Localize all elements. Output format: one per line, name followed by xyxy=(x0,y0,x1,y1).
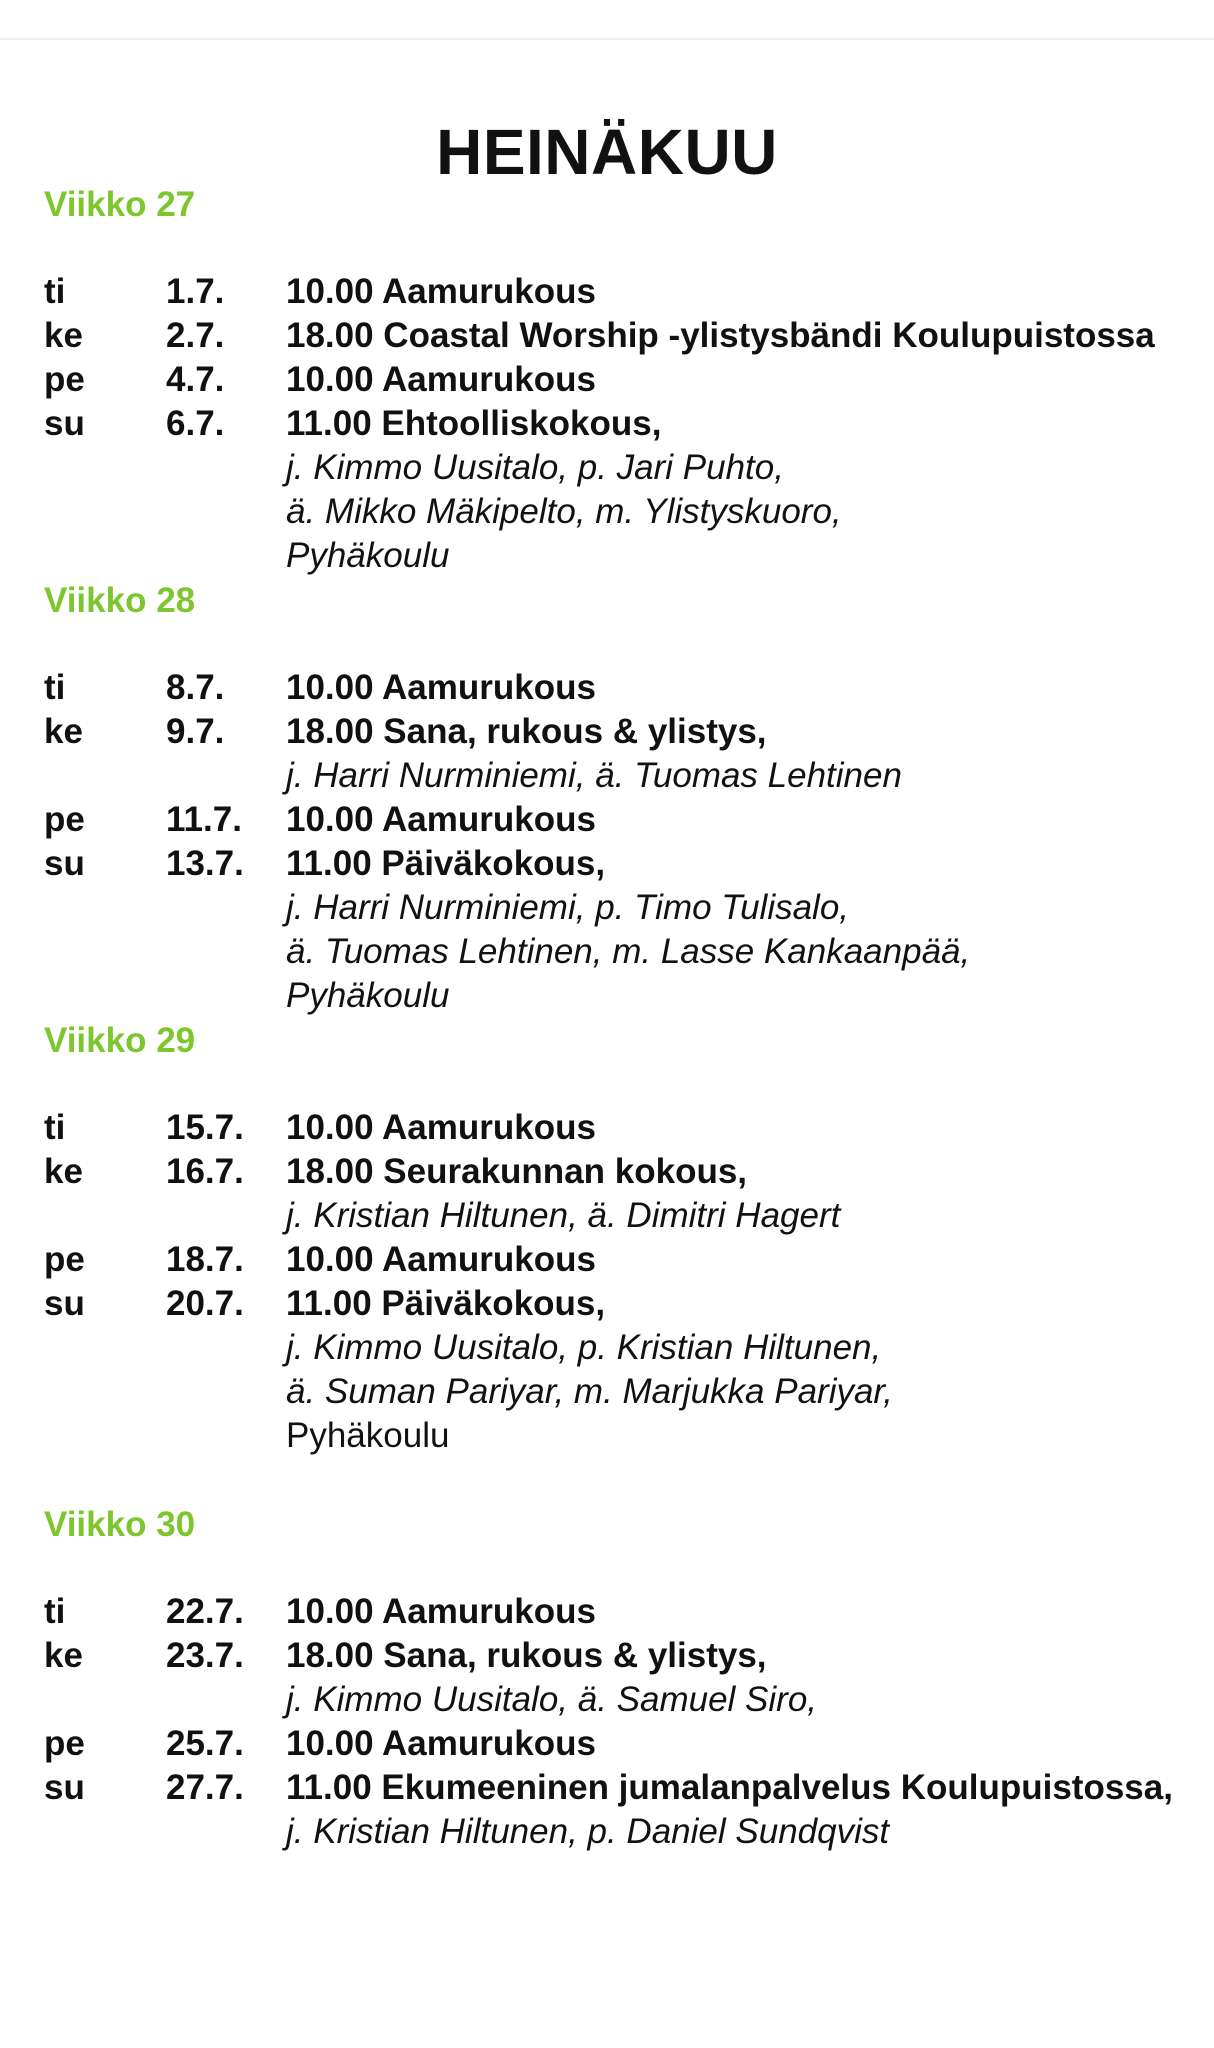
top-divider xyxy=(0,38,1214,40)
page-title: HEINÄKUU xyxy=(436,116,778,188)
day-label: su xyxy=(44,1284,85,1323)
schedule-row xyxy=(44,1722,1204,1766)
schedule-row xyxy=(44,314,1204,358)
date-label: 18.7. xyxy=(166,1240,244,1279)
day-label: su xyxy=(44,404,85,443)
event-detail: j. Kimmo Uusitalo, ä. Samuel Siro, xyxy=(286,1680,818,1719)
event-title: 10.00 Aamurukous xyxy=(286,1592,596,1631)
event-detail: j. Kimmo Uusitalo, p. Jari Puhto, xyxy=(286,448,784,487)
schedule-row xyxy=(44,710,1204,754)
event-detail: j. Kristian Hiltunen, ä. Dimitri Hagert xyxy=(286,1196,841,1235)
day-label: ke xyxy=(44,1152,83,1191)
event-title: 18.00 Seurakunnan kokous, xyxy=(286,1152,748,1191)
event-detail: j. Harri Nurminiemi, p. Timo Tulisalo, xyxy=(286,888,850,927)
date-label: 1.7. xyxy=(166,272,225,311)
day-label: su xyxy=(44,1768,85,1807)
week-heading: Viikko 27 xyxy=(44,185,196,224)
event-detail: ä. Mikko Mäkipelto, m. Ylistyskuoro, xyxy=(286,492,842,531)
event-detail: j. Harri Nurminiemi, ä. Tuomas Lehtinen xyxy=(286,756,902,795)
event-title: 11.00 Päiväkokous, xyxy=(286,1284,606,1323)
schedule-row xyxy=(44,1766,1204,1810)
event-title: 11.00 Ekumeeninen jumalanpalvelus Koulupuistossa, xyxy=(286,1768,1173,1807)
schedule-row xyxy=(44,402,1204,446)
day-label: pe xyxy=(44,800,85,839)
event-title: 10.00 Aamurukous xyxy=(286,272,596,311)
day-label: pe xyxy=(44,1240,85,1279)
date-label: 27.7. xyxy=(166,1768,244,1807)
event-detail: j. Kimmo Uusitalo, p. Kristian Hiltunen, xyxy=(286,1328,882,1367)
schedule-row xyxy=(44,270,1204,314)
date-label: 16.7. xyxy=(166,1152,244,1191)
date-label: 23.7. xyxy=(166,1636,244,1675)
date-label: 22.7. xyxy=(166,1592,244,1631)
event-title: 11.00 Päiväkokous, xyxy=(286,844,606,883)
day-label: ti xyxy=(44,1592,66,1631)
day-label: ke xyxy=(44,1636,83,1675)
date-label: 11.7. xyxy=(166,800,242,839)
event-title: 11.00 Ehtoolliskokous, xyxy=(286,404,662,443)
schedule xyxy=(44,182,1204,1854)
schedule-row xyxy=(44,358,1204,402)
day-label: ke xyxy=(44,712,83,751)
event-title: 18.00 Coastal Worship -ylistysbändi Koulupuistossa xyxy=(286,316,1155,355)
event-title: 18.00 Sana, rukous & ylistys, xyxy=(286,1636,767,1675)
week-heading: Viikko 30 xyxy=(44,1505,196,1544)
day-label: ti xyxy=(44,668,66,707)
event-title: 10.00 Aamurukous xyxy=(286,1724,596,1763)
date-label: 4.7. xyxy=(166,360,225,399)
day-label: su xyxy=(44,844,85,883)
date-label: 25.7. xyxy=(166,1724,244,1763)
event-title: 10.00 Aamurukous xyxy=(286,800,596,839)
event-title: 10.00 Aamurukous xyxy=(286,360,596,399)
date-label: 6.7. xyxy=(166,404,225,443)
schedule-row xyxy=(44,798,1204,842)
day-label: pe xyxy=(44,360,85,399)
event-detail: ä. Tuomas Lehtinen, m. Lasse Kankaanpää, xyxy=(286,932,971,971)
event-title: 10.00 Aamurukous xyxy=(286,1108,596,1147)
date-label: 20.7. xyxy=(166,1284,244,1323)
schedule-row xyxy=(44,666,1204,710)
schedule-row xyxy=(44,1634,1204,1678)
day-label: pe xyxy=(44,1724,85,1763)
schedule-row xyxy=(44,1150,1204,1194)
week-heading: Viikko 28 xyxy=(44,581,196,620)
schedule-row xyxy=(44,1238,1204,1282)
day-label: ti xyxy=(44,272,66,311)
schedule-row xyxy=(44,1106,1204,1150)
date-label: 8.7. xyxy=(166,668,225,707)
day-label: ke xyxy=(44,316,83,355)
schedule-row xyxy=(44,842,1204,886)
event-detail: Pyhäkoulu xyxy=(286,536,450,575)
date-label: 2.7. xyxy=(166,316,225,355)
event-title: 10.00 Aamurukous xyxy=(286,668,596,707)
day-label: ti xyxy=(44,1108,66,1147)
event-title: 10.00 Aamurukous xyxy=(286,1240,596,1279)
schedule-row xyxy=(44,1590,1204,1634)
schedule-row xyxy=(44,1282,1204,1326)
date-label: 15.7. xyxy=(166,1108,244,1147)
event-title: 18.00 Sana, rukous & ylistys, xyxy=(286,712,767,751)
event-detail: j. Kristian Hiltunen, p. Daniel Sundqvist xyxy=(286,1812,890,1851)
week-heading: Viikko 29 xyxy=(44,1021,196,1060)
date-label: 9.7. xyxy=(166,712,225,751)
event-detail: ä. Suman Pariyar, m. Marjukka Pariyar, xyxy=(286,1372,893,1411)
date-label: 13.7. xyxy=(166,844,244,883)
event-detail: Pyhäkoulu xyxy=(286,976,450,1015)
event-detail: Pyhäkoulu xyxy=(286,1416,450,1455)
